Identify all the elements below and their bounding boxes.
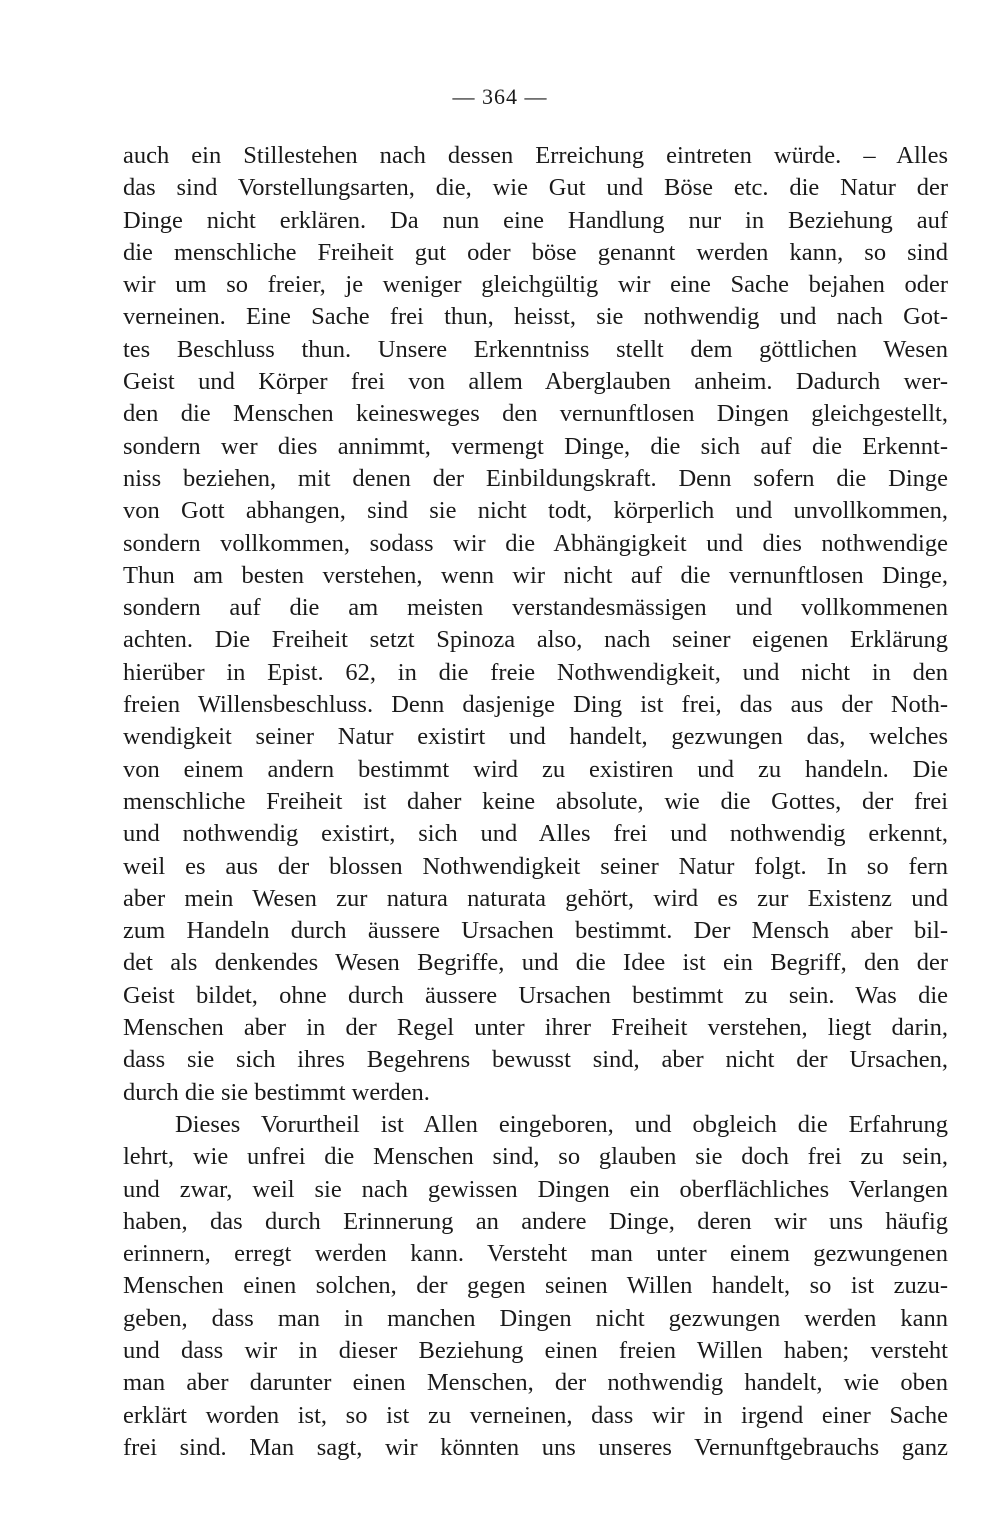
- text-line: weil es aus der blossen Nothwendigkeit seiner Natur folgt. In so fern: [123, 852, 948, 880]
- text-line: freien Willensbeschluss. Denn dasjenige Ding ist frei, das aus der Noth-: [123, 691, 948, 719]
- text-line: verneinen. Eine Sache frei thun, heisst, sie nothwendig und nach Got-: [123, 303, 948, 331]
- text-line: hierüber in Epist. 62, in die freie Nothwendigkeit, und nicht in den: [123, 658, 948, 686]
- text-line: und nothwendig existirt, sich und Alles frei und nothwendig erkennt,: [123, 820, 948, 848]
- text-line: Dinge nicht erklären. Da nun eine Handlung nur in Beziehung auf: [123, 206, 948, 234]
- paragraph-1: [123, 140, 948, 1109]
- text-line: zum Handeln durch äussere Ursachen bestimmt. Der Mensch aber bil-: [123, 917, 948, 945]
- text-line: geben, dass man in manchen Dingen nicht gezwungen werden kann: [123, 1304, 948, 1332]
- text-line: durch die sie bestimmt werden.: [123, 1078, 430, 1106]
- text-line: die menschliche Freiheit gut oder böse genannt werden kann, so sind: [123, 238, 948, 266]
- body-text: [123, 140, 948, 1464]
- text-line: Thun am besten verstehen, wenn wir nicht auf die vernunftlosen Dinge,: [123, 561, 948, 589]
- text-line: frei sind. Man sagt, wir könnten uns unseres Vernunftgebrauchs ganz: [123, 1433, 948, 1461]
- text-line: man aber darunter einen Menschen, der nothwendig handelt, wie oben: [123, 1369, 948, 1397]
- text-line: Menschen einen solchen, der gegen seinen Willen handelt, so ist zuzu-: [123, 1272, 948, 1300]
- page-number: — 364 —: [452, 84, 548, 109]
- text-line: von Gott abhangen, sind sie nicht todt, körperlich und unvollkommen,: [123, 497, 948, 525]
- text-line: wendigkeit seiner Natur existirt und handelt, gezwungen das, welches: [123, 723, 948, 751]
- text-line: achten. Die Freiheit setzt Spinoza also, nach seiner eigenen Erklärung: [123, 626, 948, 654]
- text-line: den die Menschen keinesweges den vernunftlosen Dingen gleichgestellt,: [123, 400, 948, 428]
- text-line: und zwar, weil sie nach gewissen Dingen ein oberflächliches Verlangen: [123, 1175, 948, 1203]
- text-line: das sind Vorstellungsarten, die, wie Gut und Böse etc. die Natur der: [123, 174, 948, 202]
- text-line: haben, das durch Erinnerung an andere Dinge, deren wir uns häufig: [123, 1207, 948, 1235]
- text-line: erinnern, erregt werden kann. Versteht man unter einem gezwungenen: [123, 1240, 948, 1268]
- paragraph-2: [123, 1109, 948, 1464]
- text-line: und dass wir in dieser Beziehung einen freien Willen haben; versteht: [123, 1336, 948, 1364]
- text-line: dass sie sich ihres Begehrens bewusst sind, aber nicht der Ursachen,: [123, 1046, 948, 1074]
- text-line: menschliche Freiheit ist daher keine absolute, wie die Gottes, der frei: [123, 787, 948, 815]
- text-line: von einem andern bestimmt wird zu existiren und zu handeln. Die: [123, 755, 948, 783]
- text-line: niss beziehen, mit denen der Einbildungskraft. Denn sofern die Dinge: [123, 464, 948, 492]
- text-line: sondern vollkommen, sodass wir die Abhängigkeit und dies nothwendige: [123, 529, 948, 557]
- text-line: Geist bildet, ohne durch äussere Ursachen bestimmt zu sein. Was die: [123, 981, 948, 1009]
- text-line: tes Beschluss thun. Unsere Erkenntniss stellt dem göttlichen Wesen: [123, 335, 948, 363]
- text-line: lehrt, wie unfrei die Menschen sind, so glauben sie doch frei zu sein,: [123, 1143, 948, 1171]
- text-line: sondern auf die am meisten verstandesmässigen und vollkommenen: [123, 594, 948, 622]
- text-line: Menschen aber in der Regel unter ihrer Freiheit verstehen, liegt darin,: [123, 1014, 948, 1042]
- text-line: erklärt worden ist, so ist zu verneinen, dass wir in irgend einer Sache: [123, 1401, 948, 1429]
- text-line: wir um so freier, je weniger gleichgültig wir eine Sache bejahen oder: [123, 271, 948, 299]
- text-line: Geist und Körper frei von allem Aberglauben anheim. Dadurch wer-: [123, 368, 948, 396]
- text-line: sondern wer dies annimmt, vermengt Dinge, die sich auf die Erkennt-: [123, 432, 948, 460]
- text-line: Dieses Vorurtheil ist Allen eingeboren, und obgleich die Erfahrung: [175, 1110, 948, 1138]
- text-line: det als denkendes Wesen Begriffe, und die Idee ist ein Begriff, den der: [123, 949, 948, 977]
- text-line: aber mein Wesen zur natura naturata gehört, wird es zur Existenz und: [123, 884, 948, 912]
- text-line: auch ein Stillestehen nach dessen Erreichung eintreten würde. – Alles: [123, 142, 948, 169]
